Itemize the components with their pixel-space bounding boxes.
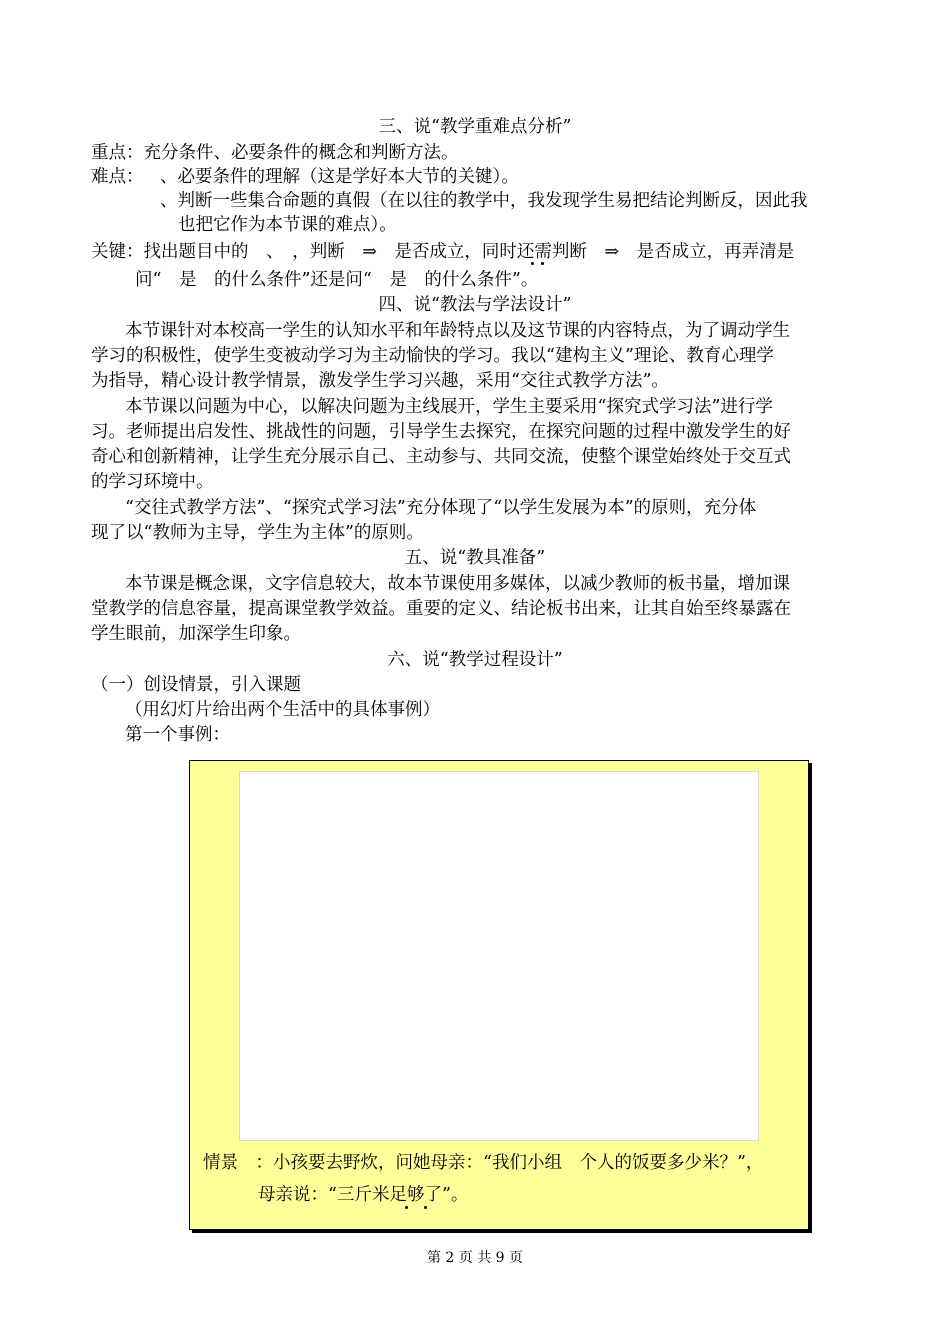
methods-para1-line1: 本节课针对本校高一学生的认知水平和年龄特点以及这节课的内容特点，为了调动学生 <box>125 321 790 341</box>
emphasis-dot <box>424 1202 426 1204</box>
tools-line2: 堂教学的信息容量，提高课堂教学效益。重要的定义、结论板书出来，让其自始至终暴露在 <box>91 599 791 619</box>
methods-para2-line1: 本节课以问题为中心，以解决问题为主线展开，学生主要采用“探究式学习法”进行学 <box>125 397 773 417</box>
section-5-title: 五、说“教具准备” <box>404 548 546 568</box>
slide-image-area <box>239 771 759 1141</box>
tools-line3: 学生眼前，加深学生印象。 <box>91 624 301 644</box>
methods-para1-line3: 为指导，精心设计教学情景，激发学生学习兴趣，采用“交往式教学方法”。 <box>91 371 669 391</box>
difficult-point-2-line-2: 也把它作为本节课的难点）。 <box>178 215 397 235</box>
key-point-line-2: 问“ 是 的什么条件”还是问“ 是 的什么条件”。 <box>135 270 539 290</box>
methods-para2-line2: 习。老师提出启发性、挑战性的问题，引导学生去探究，在探究问题的过程中激发学生的好 <box>91 422 791 442</box>
methods-para2-line3: 奇心和创新精神，让学生充分展示自己、主动参与、共同交流，使整个课堂始终处于交互式 <box>91 447 791 467</box>
section-4-title: 四、说“教法与学法设计” <box>378 295 572 315</box>
section-3-title: 三、说“教学重难点分析” <box>378 117 572 137</box>
section-6-title: 六、说“教学过程设计” <box>387 650 563 670</box>
page-footer: 第 2 页 共 9 页 <box>426 1250 524 1266</box>
emphasis-dot <box>541 258 543 260</box>
difficult-point-2-line-1: 、判断一些集合命题的真假（在以往的教学中，我发现学生易把结论判断反，因此我 <box>160 191 808 211</box>
slide-scenario-line2: 母亲说：“三斤米足够了”。 <box>258 1185 469 1205</box>
process-example1: 第一个事例： <box>125 725 230 745</box>
methods-para3-line2: 现了以“教师为主导，学生为主体”的原则。 <box>91 523 424 543</box>
slide-frame <box>189 760 809 1230</box>
important-points: 重点：充分条件、必要条件的概念和判断方法。 <box>91 143 459 163</box>
emphasis-dot <box>531 258 533 260</box>
difficult-point-1: 、必要条件的理解（这是学好本大节的关键）。 <box>160 167 519 187</box>
emphasis-dot <box>405 1202 407 1204</box>
slide-scenario-line1: 情景 ：小孩要去野炊，问她母亲：“我们小组 个人的饭要多少米？”， <box>203 1153 764 1173</box>
tools-line1: 本节课是概念课，文字信息较大，故本节课使用多媒体，以减少教师的板书量，增加课 <box>125 574 790 594</box>
methods-para3-line1: “交往式教学方法”、“探究式学习法”充分体现了“以学生发展为本”的原则，充分体 <box>125 498 757 518</box>
process-note: （用幻灯片给出两个生活中的具体事例） <box>125 700 440 720</box>
difficult-points-label: 难点： <box>91 167 144 187</box>
methods-para1-line2: 学习的积极性，使学生变被动学习为主动愉快的学习。我以“建构主义”理论、教育心理学 <box>91 346 774 366</box>
methods-para2-line4: 的学习环境中。 <box>91 472 214 492</box>
process-step1: （一）创设情景，引入课题 <box>91 675 301 695</box>
key-point-line-1: 关键：找出题目中的 、 ，判断 ⇒ 是否成立，同时还需判断 ⇒ 是否成立，再弄清是 <box>91 242 795 262</box>
